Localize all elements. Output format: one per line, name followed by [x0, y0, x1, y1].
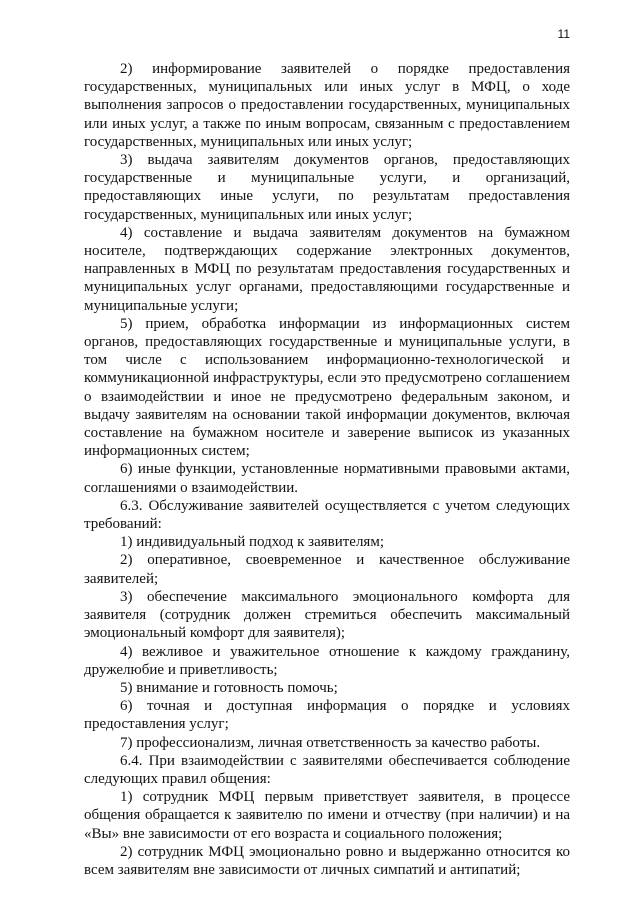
paragraph-accurate-information: 6) точная и доступная информация о порядке и условиях предоставления услуг; [84, 698, 570, 733]
paragraph-informing-applicants: 2) информирование заявителей о порядке предоставления государственных, муниципальных или иных услуг в МФЦ, о ходе выполнения запросов о предоставлении государственных, муниципальных или иных услуг, а также по иным вопросам, связанным с предоставлением государственных, муниципальных или иных услуг; [84, 61, 570, 150]
paragraph-individual-approach: 1) индивидуальный подход к заявителям; [120, 534, 384, 551]
paragraph-emotional-comfort: 3) обеспечение максимального эмоционального комфорта для заявителя (сотрудник должен стремиться обеспечить максимальный эмоциональный комфорт для заявителя); [84, 588, 570, 642]
paragraph-section-6-3: 6.3. Обслуживание заявителей осуществляется с учетом следующих требований: [84, 497, 570, 533]
paragraph-issuing-documents: 3) выдача заявителям документов органов, предоставляющих государственные и муниципальные услуги, и организаций, предоставляющих иные услуги, по результатам предоставления государственных, муниципальных или иных услуг; [84, 152, 570, 223]
paragraph-even-treatment-rule: 2) сотрудник МФЦ эмоционально ровно и выдержанно относится ко всем заявителям вне зависимости от личных симпатий и антипатий; [84, 843, 570, 878]
paragraph-information-processing: 5) прием, обработка информации из информационных систем органов, предоставляющих государственные и муниципальные услуги, в том числе с использованием информационно-технологической и коммуникационной инфраструктуры, если это предусмотрено соглашением о взаимодействии и иное не предусмотрено федеральным законом, и выдачу заявителям на основании такой информации документов, включая составление на бумажном носителе и заверение выписок из указанных информационных систем; [84, 315, 570, 460]
paragraph-greeting-rule: 1) сотрудник МФЦ первым приветствует заявителя, в процессе общения обращается к заявителю по имени и отчеству (при наличии) и на «Вы» вне зависимости от его возраста и социального положения; [84, 789, 570, 842]
paragraph-prompt-service: 2) оперативное, своевременное и качественное обслуживание заявителей; [84, 552, 570, 587]
paragraph-polite-attitude: 4) вежливое и уважительное отношение к каждому гражданину, дружелюбие и приветливость; [84, 643, 570, 678]
paragraph-section-6-4: 6.4. При взаимодействии с заявителями обеспечивается соблюдение следующих правил общения: [84, 752, 570, 787]
paragraph-paper-copies: 4) составление и выдача заявителям документов на бумажном носителе, подтверждающих содержание электронных документов, направленных в МФЦ по результатам предоставления государственных и муниципальных услуг органами, предоставляющими государственные и муниципальные услуги; [84, 224, 570, 314]
paragraph-attention: 5) внимание и готовность помочь; [120, 679, 338, 696]
paragraph-other-functions: 6) иные функции, установленные нормативными правовыми актами, соглашениями о взаимодействии. [84, 461, 570, 496]
document-body [84, 60, 570, 879]
paragraph-professionalism: 7) профессионализм, личная ответственность за качество работы. [120, 734, 541, 751]
page-number: 11 [557, 27, 570, 41]
